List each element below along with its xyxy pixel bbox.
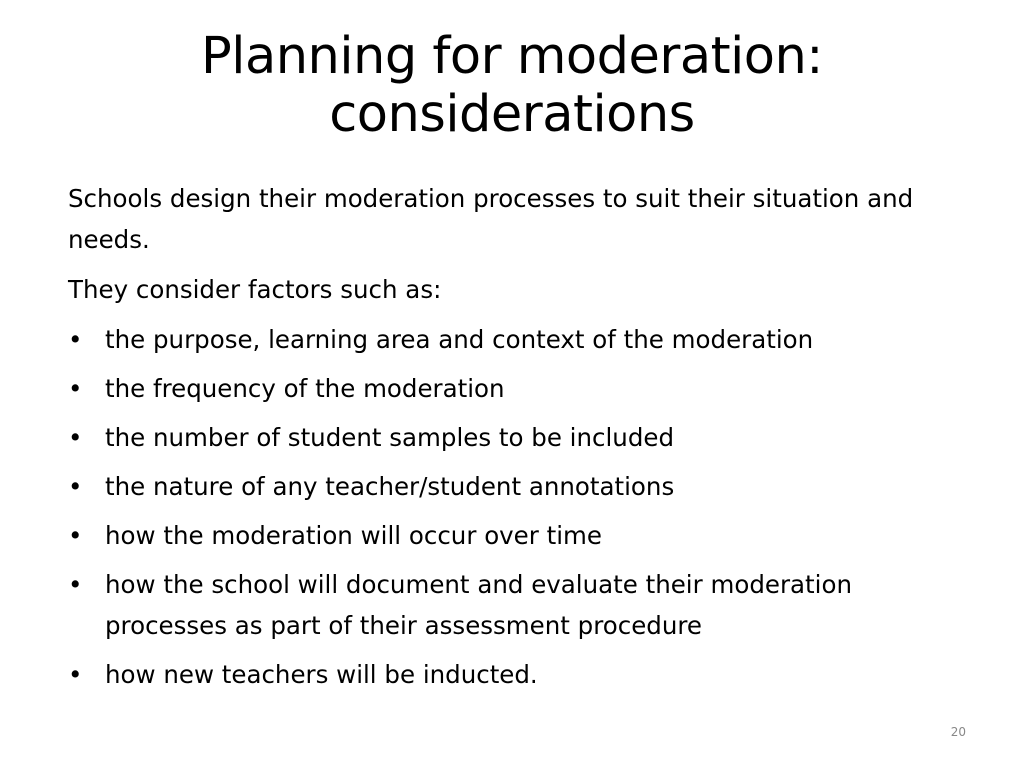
bullet-text: how the school will document and evaluate their moderation processes as part of their assessment procedure xyxy=(105,570,852,640)
bullet-icon: • xyxy=(68,660,83,689)
bullet-icon: • xyxy=(68,374,83,403)
bullet-item xyxy=(68,466,968,507)
bullet-text: the purpose, learning area and context of the moderation xyxy=(105,325,814,354)
page-number: 20 xyxy=(950,725,966,739)
bullet-item xyxy=(68,564,968,646)
intro-paragraph: Schools design their moderation processes to suit their situation and needs. xyxy=(68,184,914,254)
bullet-text: how the moderation will occur over time xyxy=(105,521,602,550)
bullet-item xyxy=(68,368,968,409)
bullet-text: the number of student samples to be included xyxy=(105,423,674,452)
bullet-icon: • xyxy=(68,521,83,550)
bullet-item xyxy=(68,417,968,458)
bullet-icon: • xyxy=(68,423,83,452)
bullet-icon: • xyxy=(68,325,83,354)
bullet-item xyxy=(68,654,968,695)
bullet-text: the nature of any teacher/student annotations xyxy=(105,472,675,501)
bullet-item xyxy=(68,319,968,360)
bullet-icon: • xyxy=(68,570,83,599)
bullet-item xyxy=(68,515,968,556)
lead-in-text: They consider factors such as: xyxy=(68,275,442,304)
bullet-text: how new teachers will be inducted. xyxy=(105,660,538,689)
bullet-icon: • xyxy=(68,472,83,501)
slide-title: Planning for moderation: considerations xyxy=(201,27,823,144)
bullet-list xyxy=(68,319,968,703)
bullet-text: the frequency of the moderation xyxy=(105,374,505,403)
